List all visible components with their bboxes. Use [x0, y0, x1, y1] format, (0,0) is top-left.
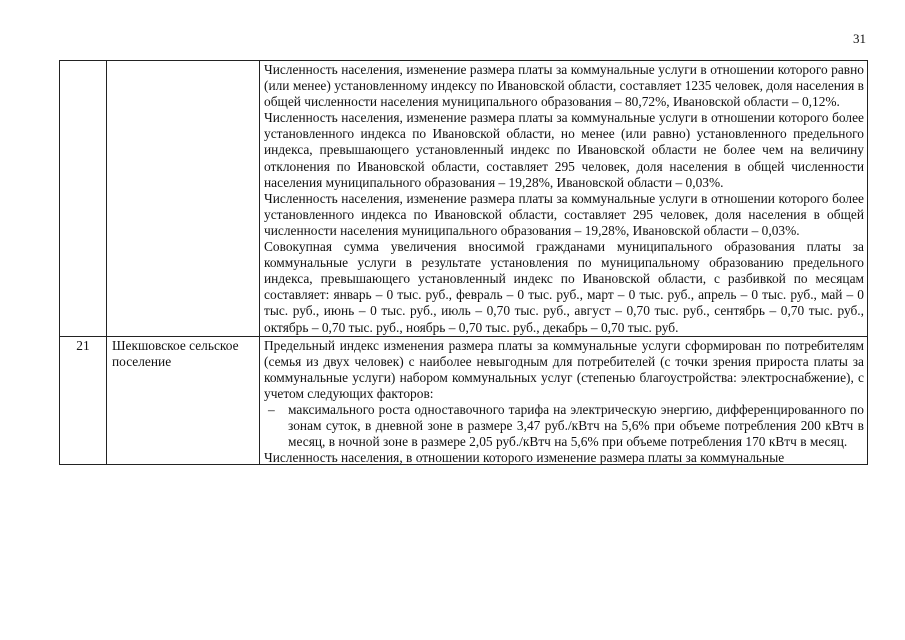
paragraph-population-within-index: Численность населения, изменение размера платы за коммунальные услуги в отношении которого равно (или менее) установленному индексу по Ивановской области, составляет 1235 человек, доля населения в общей численности населения муниципального образования – 80,72%, Ивановской области – 0,12%. — [264, 62, 864, 110]
paragraph-population-within-limit: Численность населения, изменение размера платы за коммунальные услуги в отношении которого более установленного индекса по Ивановской области, но менее (или равно) установленного предельного индекса, превышающего установленный индекс по Ивановской области не более чем на величину отклонения по Ивановской области, составляет 295 человек, доля населения в общей численности населения муниципального образования – 19,28%, Ивановской области – 0,03%. — [264, 110, 864, 190]
factors-list — [264, 402, 864, 450]
municipality-name-cell — [107, 61, 260, 337]
row-description-cell — [260, 336, 868, 465]
factor-text: максимального роста одноставочного тарифа на электрическую энергию, дифференцированного по зонам суток, в дневной зоне в размере 3,47 руб./кВтч на 5,6% при объеме потребления 200 кВтч в месяц, в ночной зоне в размере 2,05 руб./кВтч на 5,6% при объеме потребления 170 кВтч в месяц. — [288, 401, 864, 450]
list-item — [264, 402, 864, 450]
list-dash-marker: – — [268, 401, 275, 417]
row-number-cell — [60, 61, 107, 337]
paragraph-index-formation: Предельный индекс изменения размера платы за коммунальные услуги сформирован по потребителям (семья из двух человек) с наиболее невыгодным для потребителей (с точки зрения прироста платы за коммунальные услуги) набором коммунальных услуг (степенью благоустройства: электроснабжение), с учетом следующих факторов: — [264, 337, 864, 401]
paragraph-population-continued: Численность населения, в отношении которого изменение размера платы за коммунальные — [264, 450, 785, 465]
municipal-data-table — [59, 60, 868, 465]
table-row — [60, 336, 868, 465]
table-row — [60, 61, 868, 337]
municipality-name-cell: Шекшовское сельское поселение — [107, 336, 260, 465]
row-description-cell — [260, 61, 868, 337]
paragraph-population-above-index: Численность населения, изменение размера платы за коммунальные услуги в отношении которого более установленного индекса по Ивановской области, составляет 295 человек, доля населения в общей численности населения муниципального образования – 19,28%, Ивановской области – 0,03%. — [264, 190, 864, 238]
paragraph-monthly-increase: Совокупная сумма увеличения вносимой гражданами муниципального образования платы за коммунальные услуги в результате установления по муниципальному образованию предельного индекса, превышающего установленный индекс по Ивановской области, с разбивкой по месяцам составляет: январь – 0 тыс. руб., февраль – 0 тыс. руб., март – 0 тыс. руб., апрель – 0 тыс. руб., май – 0 тыс. руб., июнь – 0 тыс. руб., июль – 0,70 тыс. руб., август – 0,70 тыс. руб., сентябрь – 0,70 тыс. руб., октябрь – 0,70 тыс. руб., ноябрь – 0,70 тыс. руб., декабрь – 0,70 тыс. руб. — [264, 239, 864, 335]
row-number-cell: 21 — [60, 336, 107, 465]
truncated-paragraph-wrapper — [264, 450, 864, 464]
page-number: 31 — [853, 31, 866, 46]
